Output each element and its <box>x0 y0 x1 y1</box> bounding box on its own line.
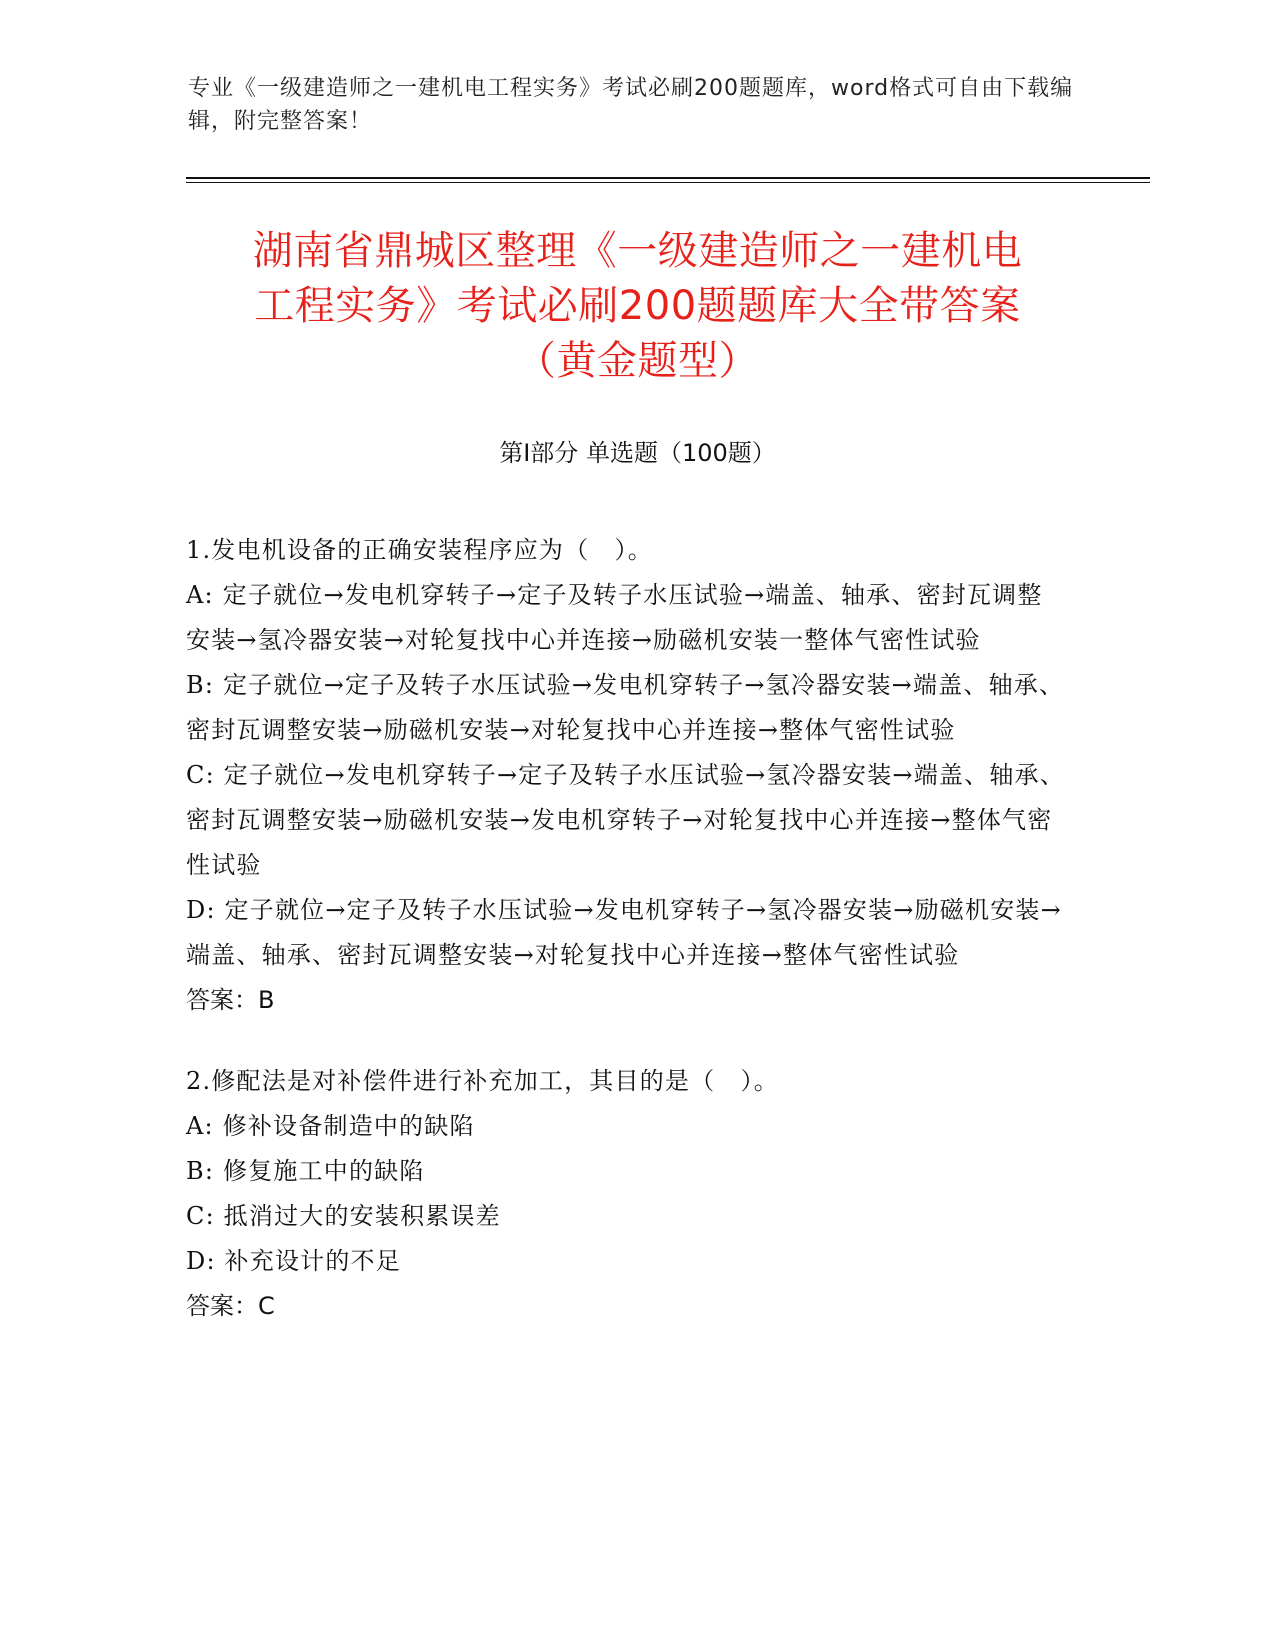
title-line-1: 湖南省鼎城区整理《一级建造师之一建机电 <box>252 228 1023 274</box>
header-note: 专业《一级建造师之一建机电工程实务》考试必刷200题题库，word格式可自由下载编辑，附完整答案！ <box>188 76 1074 134</box>
answer: 答案：C <box>186 1292 275 1320</box>
question-stem: 2.修配法是对补偿件进行补充加工，其目的是（ ）。 <box>186 1067 779 1095</box>
option-b: B: 定子就位→定子及转子水压试验→发电机穿转子→氢冷器安装→端盖、轴承、密封瓦调整安装→励磁机安装→对轮复找中心并连接→整体气密性试验 <box>186 671 1065 744</box>
option-c: C: 抵消过大的安装积累误差 <box>186 1202 501 1230</box>
option-a: A: 修补设备制造中的缺陷 <box>186 1112 475 1140</box>
option-c: C: 定子就位→发电机穿转子→定子及转子水压试验→氢冷器安装→端盖、轴承、密封瓦调整安装→励磁机安装→发电机穿转子→对轮复找中心并连接→整体气密性试验 <box>186 761 1065 879</box>
section-heading: 第Ⅰ部分 单选题（100题） <box>499 439 776 467</box>
option-b: B: 修复施工中的缺陷 <box>186 1157 425 1185</box>
option-d: D: 定子就位→定子及转子水压试验→发电机穿转子→氢冷器安装→励磁机安装→端盖、轴承、密封瓦调整安装→对轮复找中心并连接→整体气密性试验 <box>186 896 1062 969</box>
header-divider-thin <box>186 182 1150 183</box>
option-a: A: 定子就位→发电机穿转子→定子及转子水压试验→端盖、轴承、密封瓦调整安装→氢冷器安装→对轮复找中心并连接→励磁机安装一整体气密性试验 <box>186 581 1043 654</box>
question-2 <box>186 1059 1066 1329</box>
question-list <box>186 528 1066 1365</box>
question-1 <box>186 528 1066 1023</box>
question-stem: 1.发电机设备的正确安装程序应为（ ）。 <box>186 536 653 564</box>
title-line-3: （黄金题型） <box>516 338 759 384</box>
option-d: D: 补充设计的不足 <box>186 1247 401 1275</box>
title-line-2: 工程实务》考试必刷200题题库大全带答案 <box>254 283 1021 329</box>
header-divider-thick <box>186 177 1150 179</box>
document-title <box>150 224 1125 389</box>
answer: 答案：B <box>186 986 275 1014</box>
